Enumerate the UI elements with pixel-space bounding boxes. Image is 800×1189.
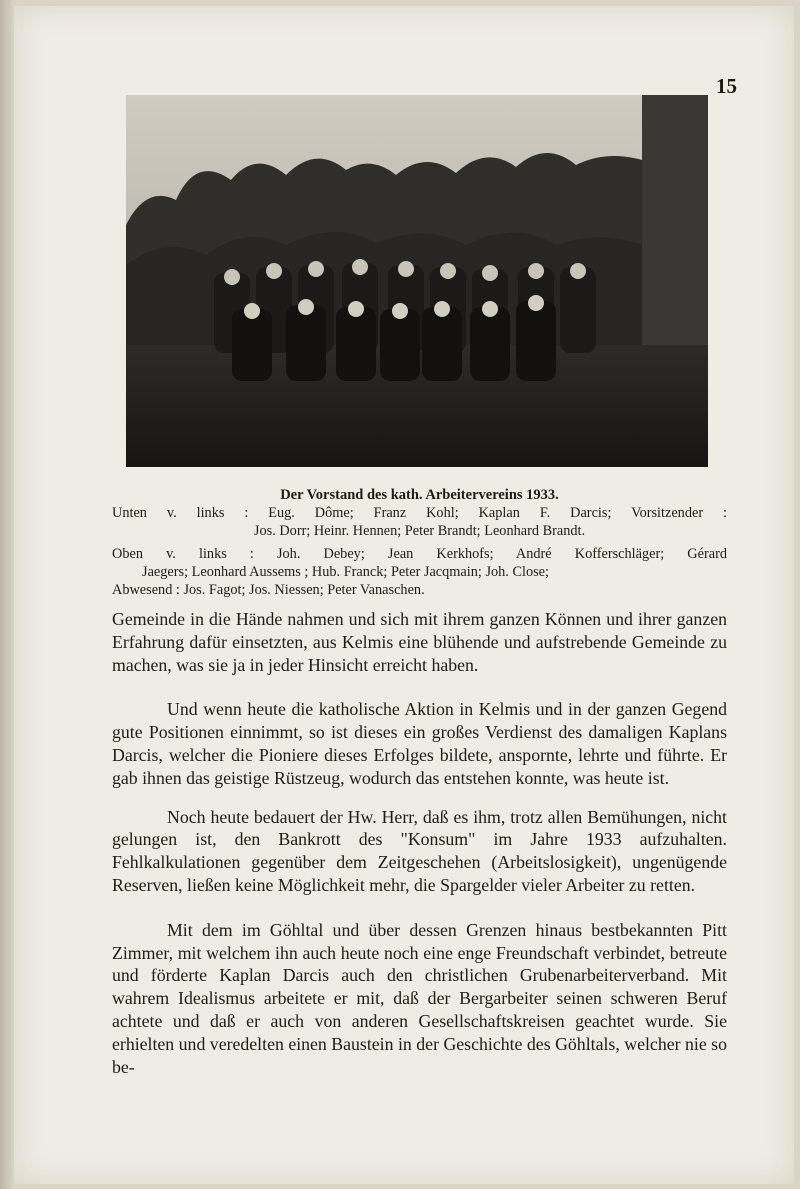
caption-bottom-row-line-2: Jos. Dorr; Heinr. Hennen; Peter Brandt; Leonhard Brandt. bbox=[253, 523, 586, 539]
paragraph-2: Und wenn heute die katholische Aktion in Kelmis und in der ganzen Gegend gute Positionen einnimmt, so ist dieses ein großes Verdienst des damaligen Kaplans Darcis, welcher die Pioniere dieses Erfolges bildete, anspornte, lehrte und führte. Er gab ihnen das geistige Rüstzeug, wodurch das entstehen konnte, was heute ist. bbox=[112, 699, 727, 788]
group-photo bbox=[126, 95, 708, 467]
caption-bottom-row-line-1: Unten v. links : Eug. Dôme; Franz Kohl; Kaplan F. Darcis; Vorsitzender : bbox=[112, 505, 727, 521]
paragraph-4: Mit dem im Göhltal und über dessen Grenzen hinaus bestbekannten Pitt Zimmer, mit welchem ihn auch heute noch eine enge Freundschaft verbindet, betreute und förderte Kaplan Darcis auch den christlichen Grubenarbeiterverband. Mit wahrem Idealismus arbeitete er mit, daß der Bergarbeiter seinen schweren Beruf achtete und daß er auch von anderen Gesellschaftskreisen geachtet wurde. Sie erhielten und veredelten einen Baustein in der Geschichte des Göhltals, welcher nie so be- bbox=[112, 919, 727, 1077]
book-spine bbox=[0, 0, 14, 1189]
body-text bbox=[112, 608, 727, 1078]
page-number: 15 bbox=[716, 74, 737, 98]
photo-caption bbox=[112, 486, 727, 599]
caption-top-row-line-2: Jaegers; Leonhard Aussems ; Hub. Franck; Peter Jacqmain; Joh. Close; bbox=[142, 564, 549, 580]
caption-title: Der Vorstand des kath. Arbeitervereins 1933. bbox=[280, 487, 559, 503]
caption-absent: Abwesend : Jos. Fagot; Jos. Niessen; Peter Vanaschen. bbox=[112, 582, 425, 598]
paragraph-3: Noch heute bedauert der Hw. Herr, daß es ihm, trotz allen Bemühungen, nicht gelungen ist, den Bankrott des "Konsum" im Jahre 1933 aufzuhalten. Fehlkalkulationen gegenüber dem Zeitgeschehen (Arbeitslosigkeit), ungenügende Reserven, ließen keine Möglichkeit mehr, die Spargelder vieler Arbeiter zu retten. bbox=[112, 806, 727, 895]
paragraph-1: Gemeinde in die Hände nahmen und sich mit ihrem ganzen Können und ihrer ganzen Erfahrung dafür einsetzten, aus Kelmis eine blühende und aufstrebende Gemeinde zu machen, was sie ja in jeder Hinsicht erreicht haben. bbox=[112, 609, 727, 675]
photo-image bbox=[126, 95, 708, 467]
caption-top-row-line-1: Oben v. links : Joh. Debey; Jean Kerkhofs; André Kofferschläger; Gérard bbox=[112, 546, 727, 562]
